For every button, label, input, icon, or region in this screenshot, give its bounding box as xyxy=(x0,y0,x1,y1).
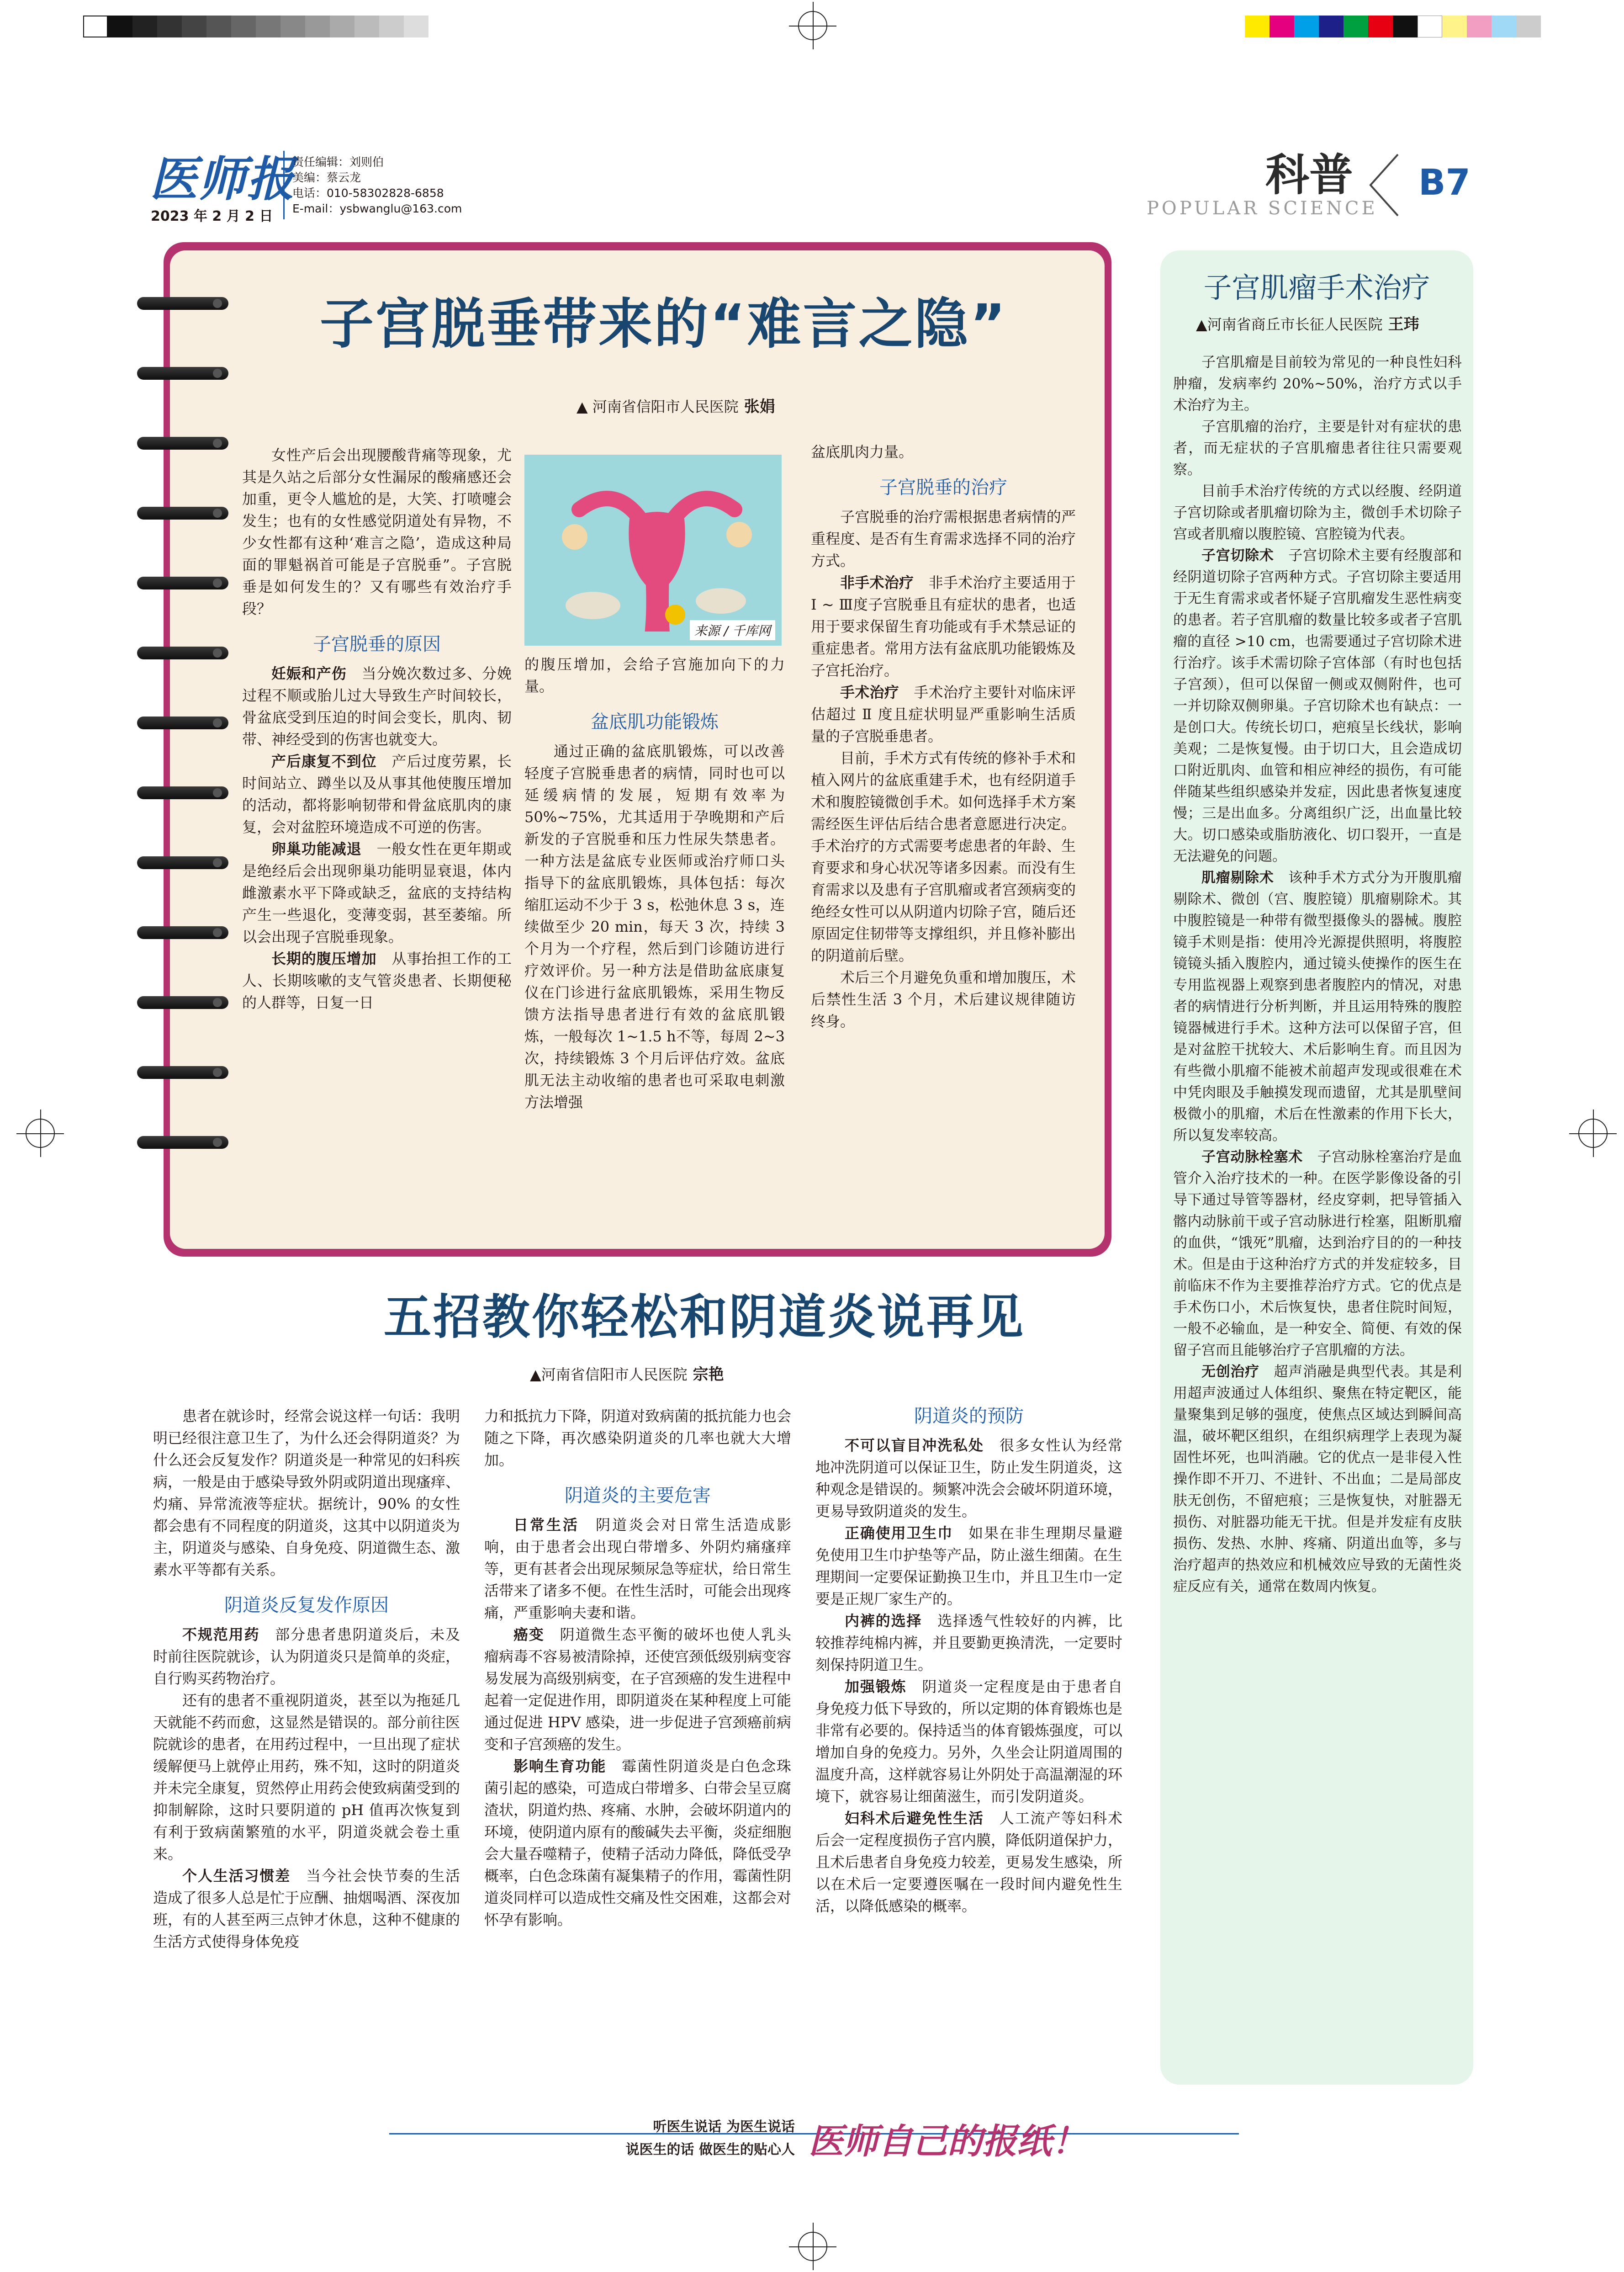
binder-ring xyxy=(137,577,228,589)
paragraph-continued: 力和抵抗力下降，阴道对致病菌的抵抗能力也会随之下降，再次感染阴道炎的几率也就大大增加。 xyxy=(484,1407,792,1469)
text: 选择透气性较好的内裤，比较推荐纯棉内裤，并且要勤更换清洗，一定要时刻保持阴道卫生。 xyxy=(815,1612,1123,1673)
paragraph xyxy=(811,681,1076,747)
paragraph: 目前手术治疗传统的方式以经腹、经阴道子宫切除或者肌瘤切除为主，微创手术切除子宫或者肌瘤以腹腔镜、宫腔镜为代表。 xyxy=(1173,483,1462,542)
text: 从事抬担工作的工人、长期咳嗽的支气管炎患者、长期便秘的人群等，日复一日 xyxy=(242,950,512,1011)
text: 手术治疗主要针对临床评估超过 Ⅱ 度且症状明显严重影响生活质量的子宫脱垂患者。 xyxy=(811,684,1076,745)
text: 产后过度劳累，长时间站立、蹲坐以及从事其他使腹压增加的活动，都将影响韧带和骨盆底肌肉的康复，会对盆腔环境造成不可逆的伤害。 xyxy=(242,753,512,836)
keyword: 内裤的选择 xyxy=(845,1612,922,1630)
editor-line: 电话：010-58302828-6858 xyxy=(292,186,444,200)
paragraph: 子宫肌瘤的治疗，主要是针对有症状的患者，而无症状的子宫肌瘤患者往往只需要观察。 xyxy=(1173,419,1462,478)
text: 超声消融是典型代表。其是利用超声波通过人体组织、聚焦在特定靶区，能量聚集到足够的强度，使焦点区域达到瞬间高温，破坏靶区组织，在组织病理学上表现为凝固性坏死，也叫消融。它的优点一是非侵入性操作即不开刀、不进针、不出血；二是局部皮肤无创伤，不留疤痕；三是恢复快，对脏器无损伤、对脏器功能无干扰。但是并发症有皮肤损伤、发热、水肿、疼痛、阴道出血等，多与治疗超声的热效应和机械效应导致的无菌性炎症反应有关，通常在数周内恢复。 xyxy=(1173,1364,1462,1595)
binder-ring xyxy=(137,786,228,799)
byline-org: ▲河南省信阳市人民医院 xyxy=(530,1366,688,1383)
keyword: 癌变 xyxy=(513,1626,545,1643)
byline-author: 宗艳 xyxy=(693,1365,724,1384)
paragraph xyxy=(815,1676,1122,1807)
paragraph xyxy=(484,1514,791,1624)
keyword: 非手术治疗 xyxy=(840,574,914,591)
article-title: 子宫脱垂带来的“难言之隐” xyxy=(320,292,1008,356)
paragraph xyxy=(1173,1361,1462,1598)
subheading: 阴道炎的主要危害 xyxy=(565,1485,711,1506)
page-number: B7 xyxy=(1418,162,1471,203)
text: 该种手术方式分为开腹肌瘤剔除术、微创（宫、腹腔镜）肌瘤剔除术。其中腹腔镜是一种带有微型摄像头的器械。腹腔镜手术则是指：使用冷光源提供照明，将腹腔镜镜头插入腹腔内，通过镜头使操作的医生在专用监视器上观察到患者腹腔内的情况，对患者的病情进行分析判断，并且运用特殊的腹腔镜器械进行手术。这种方法可以保留子宫，但是对盆腔干扰较大、术后影响生育。而且因为有些微小肌瘤不能被术前超声发现或很难在术中凭肉眼及手触摸发现而遗留，尤其是肌壁间极微小的肌瘤，术后在性激素的作用下长大，所以复发率较高。 xyxy=(1173,870,1462,1144)
text: 霉菌性阴道炎是白色念珠菌引起的感染，可造成白带增多、白带会呈豆腐渣状，阴道灼热、疼痛、水肿，会破坏阴道内的环境，使阴道内原有的酸碱失去平衡，炎症细胞会大量吞噬精子，使精子活动力降低，降低受孕概率，白色念珠菌有凝集精子的作用，霉菌性阴道炎同样可以造成性交痛及性交困难，这都会对怀孕有影响。 xyxy=(484,1757,792,1928)
paragraph xyxy=(242,750,512,838)
keyword: 手术治疗 xyxy=(840,684,899,701)
binder-ring xyxy=(137,717,228,729)
binder-ring xyxy=(137,1136,228,1149)
section-name: 科普 xyxy=(1265,149,1353,201)
keyword: 妊娠和产伤 xyxy=(271,665,347,682)
keyword: 日常生活 xyxy=(513,1516,579,1534)
binder-ring xyxy=(137,1066,228,1079)
footer-mottos xyxy=(576,2116,795,2161)
binder-ring xyxy=(137,507,228,520)
subheading: 阴道炎反复发作原因 xyxy=(224,1595,389,1616)
keyword: 产后康复不到位 xyxy=(271,753,377,770)
text: 很多女性认为经常地冲洗阴道可以保证卫生，防止发生阴道炎，这种观念是错误的。频繁冲洗会会破坏阴道环境，更易导致阴道炎的发生。 xyxy=(815,1437,1123,1520)
paragraph xyxy=(153,1624,460,1689)
binder-ring xyxy=(137,367,228,380)
print-color-bar xyxy=(1245,16,1541,37)
paragraph: 还有的患者不重视阴道炎，甚至以为拖延几天就能不药而愈，这显然是错误的。部分前往医院就诊的患者，在用药过程中，一旦出现了症状缓解便马上就停止用药，殊不知，这时的阴道炎并未完全康复，贸然停止用药会使致病菌受到的抑制解除，这时只要阴道的 pH 值再次恢复到有利于致病菌繁殖的水平，阴道炎就会卷土重来。 xyxy=(153,1692,460,1863)
paragraph xyxy=(811,572,1076,681)
editor-info xyxy=(292,154,462,217)
keyword: 个人生活习惯差 xyxy=(182,1867,291,1884)
paragraph xyxy=(815,1522,1122,1610)
paragraph: 子宫肌瘤是目前较为常见的一种良性妇科肿瘤，发病率约 20%~50%，治疗方式以手术治疗为主。 xyxy=(1173,354,1462,414)
byline-org: ▲河南省商丘市长征人民医院 xyxy=(1196,316,1383,333)
text: 当分娩次数过多、分娩过程不顺或胎儿过大导致生产时间较长，骨盆底受到压迫的时间会变长，肌肉、韧带、神经受到的伤害也就变大。 xyxy=(242,665,512,748)
keyword: 加强锻炼 xyxy=(845,1678,907,1695)
keyword: 长期的腹压增加 xyxy=(271,950,377,967)
paragraph xyxy=(815,1610,1122,1676)
subheading: 盆底肌功能锻炼 xyxy=(591,711,719,733)
sidebar-title: 子宫肌瘤手术治疗 xyxy=(1203,271,1430,304)
keyword: 妇科术后避免性生活 xyxy=(845,1810,984,1827)
paragraph: 子宫脱垂的治疗需根据患者病情的严重程度、是否有生育需求选择不同的治疗方式。 xyxy=(811,508,1076,569)
paragraph xyxy=(242,663,512,750)
paragraph xyxy=(815,1434,1122,1522)
paragraph xyxy=(1173,1147,1462,1361)
editor-line: 责任编辑：刘则伯 xyxy=(292,155,384,169)
paragraph: 患者在就诊时，经常会说这样一句话：我明明已经很注意卫生了，为什么还会得阴道炎？为什么还会反复发作？阴道炎是一种常见的妇科疾病，一般是由于感染导致外阴或阴道出现瘙痒、灼痛、异常流液等症状。据统计，90% 的女性都会患有不同程度的阴道炎，这其中以阴道炎为主，阴道炎与感染、自身免疫、阴道微生态、激素水平等都有关系。 xyxy=(153,1407,460,1578)
byline-org: ▲ 河南省信阳市人民医院 xyxy=(577,398,739,415)
keyword: 子宫切除术 xyxy=(1201,547,1274,564)
keyword: 不可以盲目冲洗私处 xyxy=(845,1437,984,1454)
crop-mark-bottom xyxy=(798,2232,827,2261)
binder-ring xyxy=(137,297,228,310)
footer-slogan: 医师自己的报纸！ xyxy=(809,2121,1086,2161)
editor-line: 美编：蔡云龙 xyxy=(292,171,361,184)
footer-motto: 听医生说话 为医生说话 xyxy=(653,2119,795,2135)
chevron-left-icon xyxy=(1366,151,1402,219)
article2-col2 xyxy=(484,1405,791,1931)
text: 阴道炎一定程度是由于患者自身免疫力低下导致的，所以定期的体育锻炼也是非常有必要的。保持适当的体育锻炼强度，可以增加自身的免疫力。另外，久坐会让阴道周围的温度升高，这样就容易让外阴处于高温潮湿的环境下，就容易让细菌滋生，而引发阴道炎。 xyxy=(815,1678,1123,1805)
paragraph xyxy=(1173,545,1462,867)
text: 部分患者患阴道炎后，未及时前往医院就诊，认为阴道炎只是简单的炎症，自行购买药物治疗。 xyxy=(153,1626,460,1687)
text: 当今社会快节奏的生活造成了很多人总是忙于应酬、抽烟喝酒、深夜加班，有的人甚至两三点钟才休息，这种不健康的生活方式使得身体免疫 xyxy=(153,1867,460,1950)
article2-col1 xyxy=(153,1405,460,1953)
footer-motto: 说医生的话 做医生的贴心人 xyxy=(625,2142,795,2158)
subheading: 子宫脱垂的原因 xyxy=(313,634,441,655)
text: 子宫动脉栓塞治疗是血管介入治疗技术的一种。在医学影像设备的引导下通过导管等器材，经皮穿刺，把导管插入髂内动脉前干或子宫动脉进行栓塞，阻断肌瘤的血供，“饿死”肌瘤，达到治疗目的的一种技术。但是由于这种治疗方式的并发症较多，目前临床不作为主要推荐治疗方式。它的优点是手术伤口小，术后恢复快，患者住院时间短，一般不必输血，是一种安全、简便、有效的保留子宫而且能够治疗子宫肌瘤的方法。 xyxy=(1173,1149,1462,1359)
paragraph: 通过正确的盆底肌锻炼，可以改善轻度子宫脱垂患者的病情，同时也可以延缓病情的发展，短期有效率为50%~75%，尤其适用于孕晚期和产后新发的子宫脱垂和压力性尿失禁患者。一种方法是盆底专业医师或治疗师口头指导下的盆底肌锻炼，具体包括：每次缩肛运动不少于 3 s，松弛休息 3 s，连续做至少 20 min，每天 3 次，持续 3 个月为一个疗程，然后到门诊随访进行疗效评价。另一种方法是借助盆底康复仪在门诊进行盆底肌锻炼，采用生物反馈方法指导患者进行有效的盆底肌锻炼，一般每次 1~1.5 h不等，每周 2~3 次，持续锻炼 3 个月后评估疗效。盆底肌无法主动收缩的患者也可采取电刺激方法增强 xyxy=(524,743,785,1111)
text: 人工流产等妇科术后会一定程度损伤子宫内膜，降低阴道保护力，且术后患者自身免疫力较差，更易发生感染，所以在术后一定要遵医嘱在一段时间内避免性生活，以降低感染的概率。 xyxy=(815,1810,1123,1915)
text: 一般女性在更年期或是绝经后会出现卵巢功能明显衰退，体内雌激素水平下降或缺乏，盆底的支持结构产生一些退化，变薄变弱，甚至萎缩。所以会出现子宫脱垂现象。 xyxy=(242,840,512,945)
sidebar-byline xyxy=(1196,312,1419,334)
header-divider xyxy=(283,151,285,219)
uterus-illustration-icon xyxy=(524,455,782,646)
section-name-en: POPULAR SCIENCE xyxy=(1147,198,1378,219)
paragraph xyxy=(484,1755,791,1931)
subheading: 子宫脱垂的治疗 xyxy=(879,477,1007,498)
binder-ring xyxy=(137,647,228,659)
editor-line: E-mail：ysbwanglu@163.com xyxy=(292,202,462,215)
crop-mark-right xyxy=(1578,1119,1608,1148)
keyword: 正确使用卫生巾 xyxy=(845,1524,953,1542)
byline-author: 张娟 xyxy=(744,398,775,416)
article-byline xyxy=(577,394,775,416)
paragraph xyxy=(484,1624,791,1755)
article2-col3 xyxy=(815,1405,1122,1917)
article1-col3 xyxy=(811,441,1076,1032)
keyword: 影响生育功能 xyxy=(513,1757,607,1775)
crop-mark-top xyxy=(798,11,827,40)
paragraph xyxy=(153,1865,460,1953)
paragraph xyxy=(1173,867,1462,1147)
paragraph xyxy=(815,1807,1122,1917)
paragraph-continued: 盆底肌肉力量。 xyxy=(811,443,914,461)
text: 如果在非生理期尽量避免使用卫生巾护垫等产品，防止滋生细菌。在生理期间一定要保证勤换卫生巾，并且卫生巾一定要是正规厂家生产的。 xyxy=(815,1524,1123,1608)
text: 阴道微生态平衡的破坏也使人乳头瘤病毒不容易被清除掉，还使宫颈低级别病变容易发展为高级别病变，在子宫颈癌的发生进程中起着一定促进作用，即阴道炎在某种程度上可能通过促进 HPV 感染，进一步促进子宫颈癌前病变和子宫颈癌的发生。 xyxy=(484,1626,792,1753)
text: 阴道炎会对日常生活造成影响，由于患者会出现白带增多、外阴灼痛瘙痒等，更有甚者会出现尿频尿急等症状，给日常生活带来了诸多不便。在性生活时，可能会出现疼痛，严重影响夫妻和谐。 xyxy=(484,1516,792,1621)
binder-ring xyxy=(137,996,228,1009)
article2-title: 五招教你轻松和阴道炎说再见 xyxy=(384,1289,1026,1345)
photo-caption: 来源 / 千库网 xyxy=(690,620,775,640)
paragraph xyxy=(242,838,512,948)
binder-ring xyxy=(137,856,228,869)
keyword: 无创治疗 xyxy=(1201,1364,1259,1380)
crop-mark-left xyxy=(26,1119,55,1148)
article1-col1 xyxy=(242,444,512,1014)
text: 子宫切除术主要有经腹部和经阴道切除子宫两种方式。子宫切除主要适用于无生育需求或者怀疑子宫肌瘤发生恶性病变的患者。若子宫肌瘤的数量比较多或者子宫肌瘤的直径 >10 cm，也需要通过子宫切除术进行治疗。该手术需切除子宫体部（有时也包括子宫颈），但可以保留一侧或双侧附件，也可一并切除双侧卵巢。子宫切除术也有缺点：一是创口大。传统长切口，疤痕呈长线状，影响美观；二是恢复慢。由于切口大，且会造成切口附近肌肉、血管和相应神经的损伤，有可能伴随某些组织感染并发症，因此患者恢复速度慢；三是出血多。分离组织广泛，出血量比较大。切口感染或脂肪液化、切口裂开，一直是无法避免的问题。 xyxy=(1173,547,1462,865)
paragraph: 女性产后会出现腰酸背痛等现象，尤其是久站之后部分女性漏尿的酸痛感还会加重，更令人尴尬的是，大笑、打喷嚏会发生；也有的女性感觉阴道处有异物，不少女性都有这种‘难言之隐’，造成这种局面的罪魁祸首可能是子宫脱垂”。子宫脱垂是如何发生的？又有哪些有效治疗手段？ xyxy=(242,446,512,617)
binder-ring xyxy=(137,437,228,450)
binder-ring xyxy=(137,926,228,939)
paragraph xyxy=(242,948,512,1014)
keyword: 子宫动脉栓塞术 xyxy=(1201,1149,1303,1165)
sidebar-body xyxy=(1173,352,1462,1598)
paragraph-continued: 的腹压增加，会给子宫施加向下的力量。 xyxy=(524,656,785,695)
print-grayscale-bar xyxy=(83,16,428,37)
byline-author: 王玮 xyxy=(1388,315,1419,334)
issue-date: 2023 年 2 月 2 日 xyxy=(151,208,273,224)
keyword: 不规范用药 xyxy=(182,1626,260,1643)
subheading: 阴道炎的预防 xyxy=(914,1406,1024,1427)
newspaper-logo: 医师报 xyxy=(150,151,296,207)
paragraph: 术后三个月避免负重和增加腹压，术后禁性生活 3 个月，术后建议规律随访终身。 xyxy=(811,969,1076,1030)
article1-col2 xyxy=(524,653,785,1113)
paragraph: 目前，手术方式有传统的修补手术和植入网片的盆底重建手术，也有经阴道手术和腹腔镜微创手术。如何选择手术方案需经医生评估后结合患者意愿进行决定。手术治疗的方式需要考虑患者的年龄、生育要求和身心状况等诸多因素。而没有生育需求以及患有子宫肌瘤或者宫颈病变的绝经女性可以从阴道内切除子宫，随后还原固定住韧带等支撑组织，并且修补膨出的阴道前后壁。 xyxy=(811,749,1076,964)
keyword: 肌瘤剔除术 xyxy=(1201,870,1274,886)
uterus-photo xyxy=(524,455,782,646)
keyword: 卵巢功能减退 xyxy=(271,840,362,858)
article2-byline xyxy=(530,1362,724,1384)
text: 非手术治疗主要适用于 Ⅰ ~ Ⅲ度子宫脱垂且有症状的患者，也适用于要求保留生育功能或有手术禁忌证的重症患者。常用方法有盆底肌功能锻炼及子宫托治疗。 xyxy=(811,574,1076,679)
